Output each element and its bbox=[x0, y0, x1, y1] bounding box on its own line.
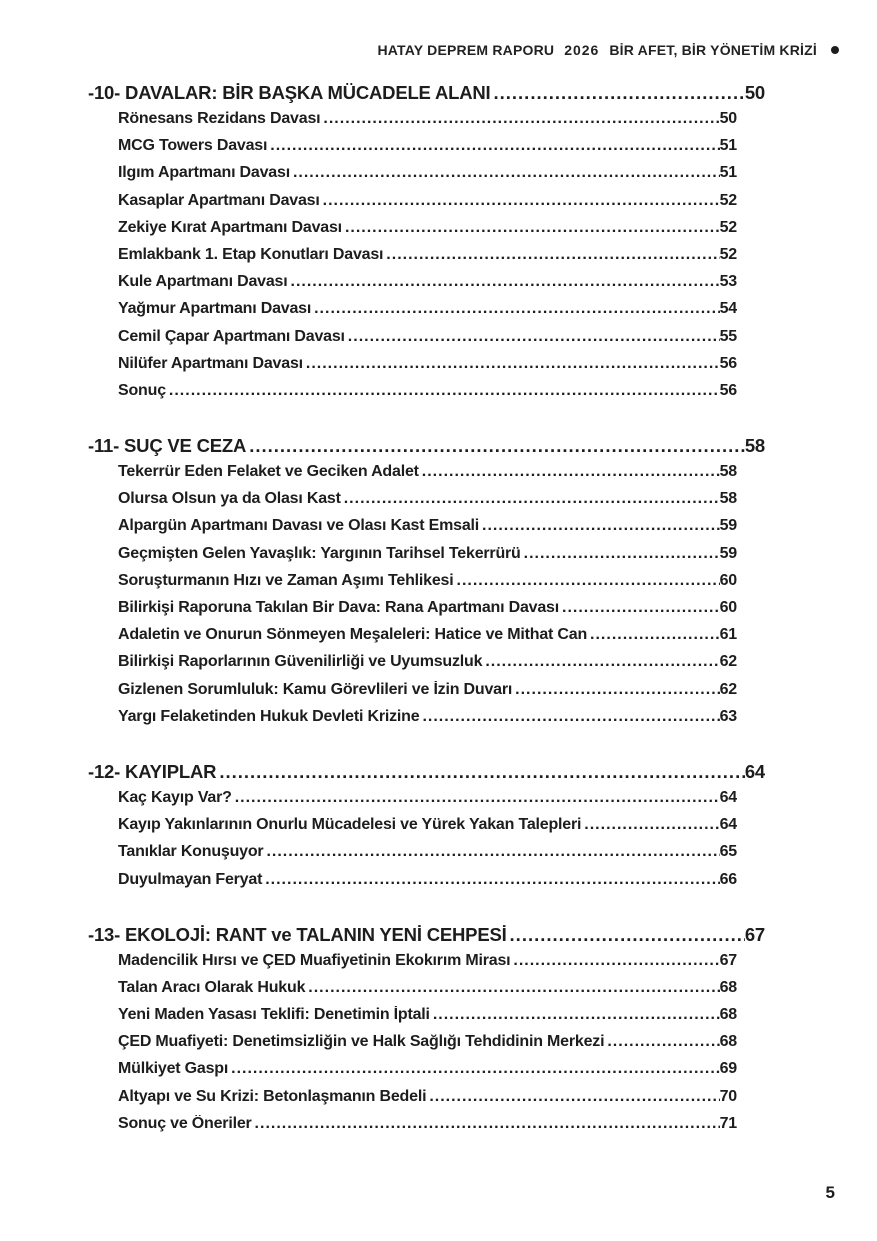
toc-entry bbox=[118, 979, 737, 1006]
toc-entry-title: Emlakbank 1. Etap Konutları Davası bbox=[118, 245, 384, 263]
toc-entry-title: Adaletin ve Onurun Sönmeyen Meşaleleri: Hatice ve Mithat Can bbox=[118, 626, 588, 644]
toc-entry-title: Olursa Olsun ya da Olası Kast bbox=[118, 490, 341, 508]
report-title: HATAY DEPREM RAPORU bbox=[377, 42, 555, 58]
dot-leader bbox=[228, 1060, 719, 1078]
toc-entry-page: 71 bbox=[719, 1114, 737, 1132]
toc-entry bbox=[118, 328, 737, 355]
toc-entry bbox=[118, 789, 737, 816]
toc-entry bbox=[118, 626, 737, 653]
toc-entry-page: 56 bbox=[719, 381, 737, 399]
toc-section-page: 58 bbox=[744, 435, 765, 457]
toc-entry bbox=[118, 192, 737, 219]
dot-leader bbox=[320, 110, 719, 128]
toc-section-title: -10- DAVALAR: BİR BAŞKA MÜCADELE ALANI bbox=[88, 82, 491, 103]
toc-entry bbox=[118, 681, 737, 708]
dot-leader bbox=[419, 708, 719, 726]
toc-section-heading bbox=[88, 761, 765, 789]
dot-leader bbox=[604, 1033, 719, 1051]
dot-leader bbox=[320, 192, 720, 210]
dot-leader bbox=[490, 82, 744, 104]
dot-leader bbox=[510, 952, 719, 970]
report-year: 2026 bbox=[564, 42, 600, 58]
toc-entry-page: 70 bbox=[719, 1087, 737, 1105]
toc-entry bbox=[118, 871, 737, 898]
toc-entry bbox=[118, 952, 737, 979]
toc-entry bbox=[118, 355, 737, 382]
toc-entry-title: Altyapı ve Su Krizi: Betonlaşmanın Bedeli bbox=[118, 1087, 427, 1105]
toc-entry-title: Gizlenen Sorumluluk: Kamu Görevlileri ve İzin Duvarı bbox=[118, 680, 513, 698]
dot-leader bbox=[345, 328, 720, 346]
toc-entry-page: 51 bbox=[719, 137, 737, 155]
toc-entry-title: Bilirkişi Raporuna Takılan Bir Dava: Rana Apartmanı Davası bbox=[118, 599, 559, 616]
toc-entry bbox=[118, 382, 737, 409]
toc-entry-page: 55 bbox=[719, 327, 737, 345]
toc-entry-page: 68 bbox=[719, 1006, 737, 1024]
report-subtitle: BİR AFET, BİR YÖNETİM KRİZİ bbox=[609, 42, 817, 58]
toc-section-page: 50 bbox=[744, 82, 765, 103]
toc-entry-title: Tanıklar Konuşuyor bbox=[118, 843, 264, 861]
toc-section-heading bbox=[88, 435, 765, 463]
toc-section-page: 67 bbox=[744, 923, 765, 945]
toc-entry bbox=[118, 164, 737, 191]
toc-entry-title: Mülkiyet Gaspı bbox=[118, 1060, 229, 1078]
dot-leader bbox=[305, 979, 719, 997]
toc-entry-page: 60 bbox=[719, 599, 737, 616]
toc-entry-page: 62 bbox=[719, 680, 737, 698]
dot-leader bbox=[166, 382, 720, 400]
toc-entry-page: 60 bbox=[719, 571, 737, 589]
toc-entry-title: Tekerrür Eden Felaket ve Geciken Adalet bbox=[118, 463, 419, 481]
dot-leader bbox=[507, 924, 745, 946]
toc-entry bbox=[118, 1088, 737, 1115]
toc-entry-title: Rönesans Rezidans Davası bbox=[118, 110, 321, 127]
toc-entry-page: 52 bbox=[719, 245, 737, 263]
toc-entry-page: 58 bbox=[719, 463, 737, 481]
toc-entry-title: Geçmişten Gelen Yavaşlık: Yargının Tarihsel Tekerrürü bbox=[118, 544, 521, 562]
toc-entry-page: 66 bbox=[719, 870, 737, 888]
toc-entry bbox=[118, 219, 737, 246]
dot-leader bbox=[303, 355, 720, 373]
dot-leader bbox=[288, 273, 720, 291]
toc-entry-title: Bilirkişi Raporlarının Güvenilirliği ve Uyumsuzluk bbox=[118, 653, 483, 671]
toc-entry bbox=[118, 599, 737, 626]
toc-entry bbox=[118, 572, 737, 599]
toc-entry-title: Madencilik Hırsı ve ÇED Muafiyetinin Ekokırım Mirası bbox=[118, 951, 511, 969]
toc-entry-title: Kasaplar Apartmanı Davası bbox=[118, 191, 320, 209]
dot-leader bbox=[342, 219, 720, 237]
toc-entry-page: 62 bbox=[719, 653, 737, 671]
toc-section bbox=[88, 761, 765, 898]
toc-entry-title: Duyulmayan Feryat bbox=[118, 870, 263, 888]
toc-entry-title: ÇED Muafiyeti: Denetimsizliğin ve Halk Sağlığı Tehdidinin Merkezi bbox=[118, 1033, 605, 1051]
toc-entry-page: 61 bbox=[719, 626, 737, 644]
dot-leader bbox=[430, 1006, 720, 1024]
page-number: 5 bbox=[825, 1183, 835, 1202]
toc-entry bbox=[118, 1115, 737, 1142]
toc-section-page: 64 bbox=[744, 760, 765, 782]
toc-entry bbox=[118, 545, 737, 572]
toc-entry-page: 67 bbox=[719, 951, 737, 969]
dot-leader bbox=[311, 300, 719, 318]
dot-leader bbox=[482, 653, 719, 671]
toc-entry-page: 68 bbox=[719, 1033, 737, 1051]
toc-entry-title: Soruşturmanın Hızı ve Zaman Aşımı Tehlikesi bbox=[118, 571, 454, 589]
toc-entry-page: 53 bbox=[719, 273, 737, 291]
toc-entry bbox=[118, 1033, 737, 1060]
toc-entry bbox=[118, 1006, 737, 1033]
toc-entry bbox=[118, 110, 737, 137]
dot-leader bbox=[262, 871, 719, 889]
toc-entry bbox=[118, 300, 737, 327]
toc-entry-title: Yeni Maden Yasası Teklifi: Denetimin İptali bbox=[118, 1006, 430, 1024]
toc-section-title: -11- SUÇ VE CEZA bbox=[88, 435, 247, 457]
toc-entry-page: 64 bbox=[719, 788, 737, 806]
toc-entry bbox=[118, 653, 737, 680]
toc-entry-page: 52 bbox=[719, 191, 737, 209]
toc-entry bbox=[118, 708, 737, 735]
toc-entry bbox=[118, 843, 737, 870]
dot-leader bbox=[263, 843, 719, 861]
toc-entry bbox=[118, 490, 737, 517]
toc-entry bbox=[118, 816, 737, 843]
toc-entry-title: Talan Aracı Olarak Hukuk bbox=[118, 978, 306, 996]
dot-leader bbox=[521, 545, 720, 563]
dot-leader bbox=[587, 626, 720, 644]
toc-entry-page: 58 bbox=[719, 490, 737, 508]
toc-entry bbox=[118, 517, 737, 544]
dot-leader bbox=[454, 572, 720, 590]
toc-entry bbox=[118, 246, 737, 273]
toc-section bbox=[88, 82, 765, 409]
toc-entry-title: Cemil Çapar Apartmanı Davası bbox=[118, 327, 345, 345]
dot-leader bbox=[246, 435, 745, 457]
dot-leader bbox=[232, 789, 720, 807]
dot-leader bbox=[512, 681, 719, 699]
toc-section bbox=[88, 924, 765, 1142]
toc-entry-title: Yağmur Apartmanı Davası bbox=[118, 300, 312, 318]
toc-entry-title: Kule Apartmanı Davası bbox=[118, 273, 288, 291]
toc-entry-title: Zekiye Kırat Apartmanı Davası bbox=[118, 218, 342, 236]
toc-entry-title: Kayıp Yakınlarının Onurlu Mücadelesi ve Yürek Yakan Talepleri bbox=[118, 816, 582, 834]
dot-leader bbox=[559, 599, 720, 617]
toc-entry bbox=[118, 273, 737, 300]
toc-entry-title: Yargı Felaketinden Hukuk Devleti Krizine bbox=[118, 707, 420, 725]
toc-entry-title: Sonuç bbox=[118, 381, 166, 399]
dot-leader bbox=[581, 816, 719, 834]
dot-leader bbox=[419, 463, 720, 481]
dot-leader bbox=[216, 761, 745, 783]
toc-entry bbox=[118, 463, 737, 490]
running-header bbox=[377, 42, 839, 58]
toc-entry bbox=[118, 1060, 737, 1087]
toc-entry-title: Nilüfer Apartmanı Davası bbox=[118, 354, 303, 372]
dot-leader bbox=[252, 1115, 720, 1133]
dot-leader bbox=[479, 517, 720, 535]
toc-entry-page: 63 bbox=[719, 707, 737, 725]
toc-entry-title: Sonuç ve Öneriler bbox=[118, 1114, 252, 1132]
toc-section-heading bbox=[88, 924, 765, 952]
toc-entry-page: 54 bbox=[719, 300, 737, 318]
toc-entry bbox=[118, 137, 737, 164]
toc-entry-title: Kaç Kayıp Var? bbox=[118, 788, 232, 806]
dot-leader bbox=[383, 246, 719, 264]
toc-entry-page: 50 bbox=[719, 110, 737, 127]
toc-section bbox=[88, 435, 765, 735]
dot-leader bbox=[341, 490, 720, 508]
toc-entry-title: MCG Towers Davası bbox=[118, 137, 268, 155]
toc-entry-title: Ilgım Apartmanı Davası bbox=[118, 164, 290, 182]
header-bullet-icon bbox=[831, 46, 839, 54]
toc-entry-page: 59 bbox=[719, 517, 737, 535]
toc-entry-page: 68 bbox=[719, 978, 737, 996]
toc-entry-page: 59 bbox=[719, 544, 737, 562]
toc-section-heading bbox=[88, 82, 765, 110]
toc-entry-page: 65 bbox=[719, 843, 737, 861]
dot-leader bbox=[267, 137, 719, 155]
toc-entry-title: Alpargün Apartmanı Davası ve Olası Kast Emsali bbox=[118, 517, 480, 535]
toc-entry-page: 69 bbox=[719, 1060, 737, 1078]
toc-entry-page: 51 bbox=[719, 164, 737, 182]
toc-section-title: -12- KAYIPLAR bbox=[88, 760, 217, 782]
toc-entry-page: 56 bbox=[719, 354, 737, 372]
dot-leader bbox=[426, 1088, 719, 1106]
toc bbox=[88, 82, 765, 1142]
dot-leader bbox=[290, 164, 720, 182]
toc-section-title: -13- EKOLOJİ: RANT ve TALANIN YENİ CEHPESİ bbox=[88, 923, 507, 945]
toc-entry-page: 52 bbox=[719, 218, 737, 236]
toc-entry-page: 64 bbox=[719, 816, 737, 834]
